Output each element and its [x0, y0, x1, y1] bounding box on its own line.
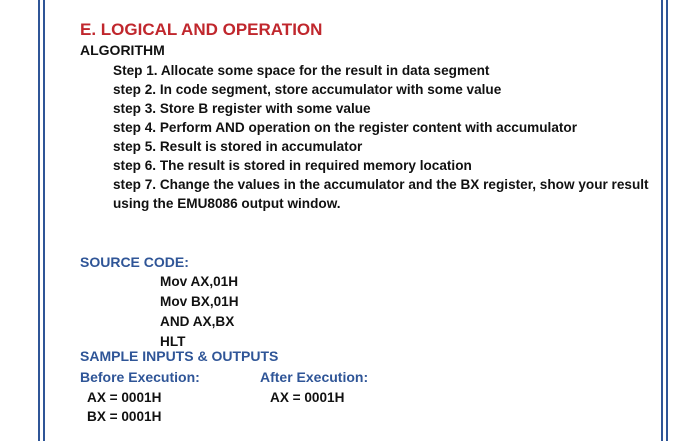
before-values [87, 388, 161, 426]
source-code-label: SOURCE CODE: [80, 254, 189, 270]
algorithm-step: step 3. Store B register with some value [113, 101, 371, 116]
code-line: Mov BX,01H [160, 294, 239, 309]
algorithm-step: Step 1. Allocate some space for the result in data segment [113, 63, 490, 78]
before-execution-label: Before Execution: [80, 369, 200, 385]
algorithm-steps [113, 61, 658, 213]
algorithm-step: step 5. Result is stored in accumulator [113, 139, 363, 154]
section-heading: E. LOGICAL AND OPERATION [80, 20, 323, 39]
register-value: BX = 0001H [87, 409, 162, 424]
code-line: HLT [160, 334, 186, 349]
register-value: AX = 0001H [270, 390, 345, 405]
algorithm-step: step 4. Perform AND operation on the register content with accumulator [113, 120, 578, 135]
algorithm-step: step 7. Change the values in the accumulator and the BX register, show your result using the EMU8086 output window. [113, 177, 649, 211]
page-border-left-outer [38, 0, 40, 441]
after-execution-label: After Execution: [260, 369, 369, 385]
sample-io-label: SAMPLE INPUTS & OUTPUTS [80, 348, 279, 364]
page-border-left-inner [43, 0, 45, 441]
algorithm-step: step 6. The result is stored in required memory location [113, 158, 472, 173]
algorithm-label: ALGORITHM [80, 42, 165, 58]
register-value: AX = 0001H [87, 390, 162, 405]
code-line: Mov AX,01H [160, 274, 239, 289]
code-line: AND AX,BX [160, 314, 235, 329]
page-border-right-inner [661, 0, 663, 441]
source-code-block [160, 272, 239, 352]
after-values [270, 388, 344, 407]
algorithm-step: step 2. In code segment, store accumulator with some value [113, 82, 502, 97]
page-border-right-outer [666, 0, 668, 441]
